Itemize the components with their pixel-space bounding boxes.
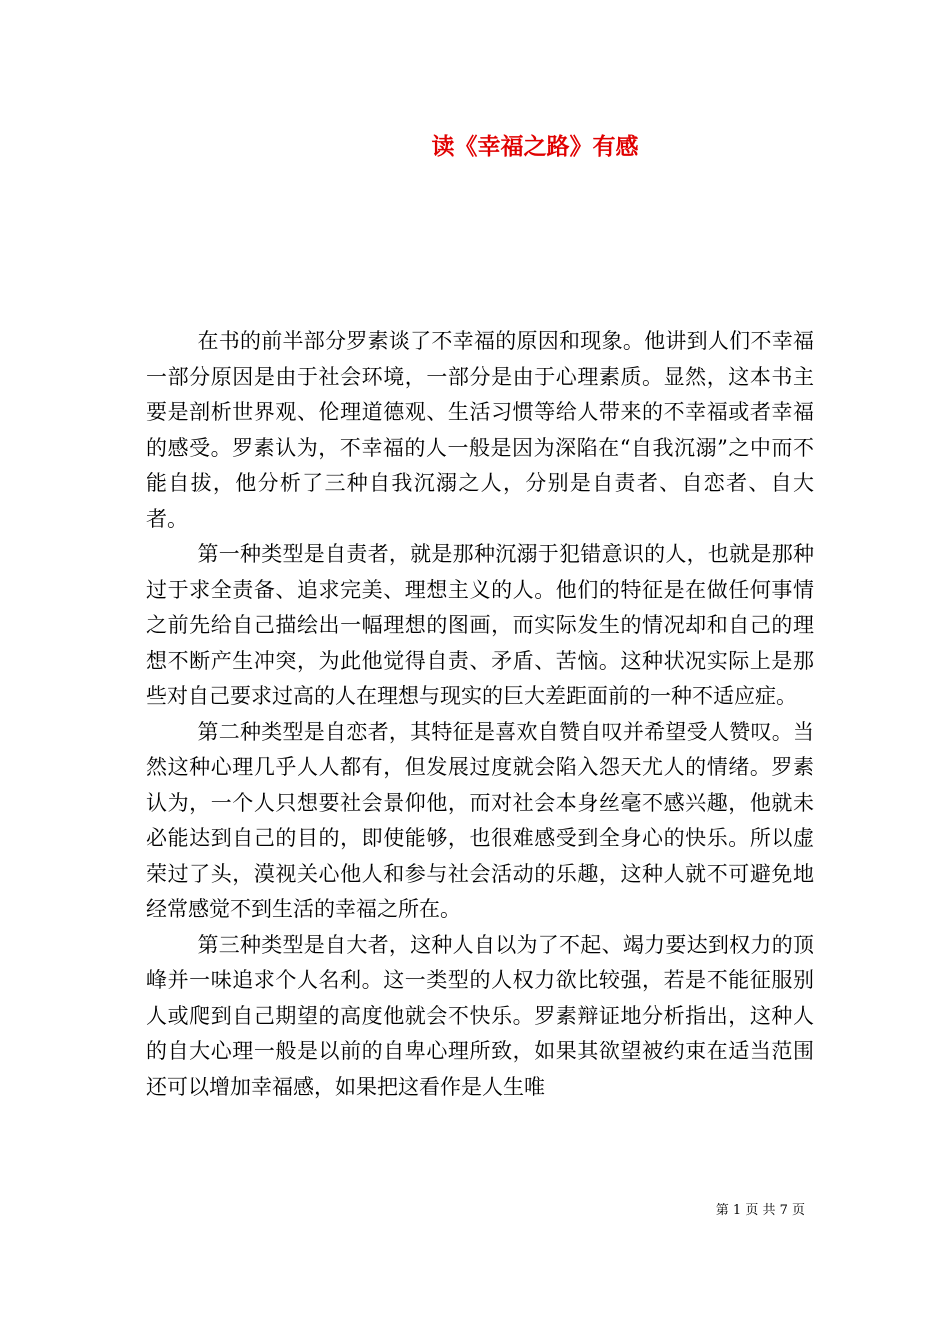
page-footer: 第 1 页 共 7 页 xyxy=(715,1203,805,1218)
document-body xyxy=(146,324,814,1105)
paragraph-2: 第一种类型是自责者，就是那种沉溺于犯错意识的人，也就是那种过于求全责备、追求完美、理想主义的人。他们的特征是在做任何事情之前先给自己描绘出一幅理想的图画，而实际发生的情况却和自己的理想不断产生冲突，为此他觉得自责、矛盾、苦恼。这种状况实际上是那些对自己要求过高的人在理想与现实的巨大差距面前的一种不适应症。 xyxy=(146,542,814,708)
paragraph-3: 第二种类型是自恋者，其特征是喜欢自赞自叹并希望受人赞叹。当然这种心理几乎人人都有，但发展过度就会陷入怨天尤人的情绪。罗素认为，一个人只想要社会景仰他，而对社会本身丝毫不感兴趣，他就未必能达到自己的目的，即使能够，也很难感受到全身心的快乐。所以虚荣过了头，漠视关心他人和参与社会活动的乐趣，这种人就不可避免地经常感觉不到生活的幸福之所在。 xyxy=(146,719,814,921)
paragraph-1: 在书的前半部分罗素谈了不幸福的原因和现象。他讲到人们不幸福一部分原因是由于社会环境，一部分是由于心理素质。显然，这本书主要是剖析世界观、伦理道德观、生活习惯等给人带来的不幸福或者幸福的感受。罗素认为，不幸福的人一般是因为深陷在“自我沉溺”之中而不能自拔，他分析了三种自我沉溺之人，分别是自责者、自恋者、自大者。 xyxy=(146,329,814,531)
document-title: 读《幸福之路》有感 xyxy=(431,134,639,160)
paragraph-4: 第三种类型是自大者，这种人自以为了不起、竭力要达到权力的顶峰并一味追求个人名利。这一类型的人权力欲比较强，若是不能征服别人或爬到自己期望的高度他就会不快乐。罗素辩证地分析指出，这种人的自大心理一般是以前的自卑心理所致，如果其欲望被约束在适当范围还可以增加幸福感，如果把这看作是人生唯 xyxy=(146,932,814,1099)
